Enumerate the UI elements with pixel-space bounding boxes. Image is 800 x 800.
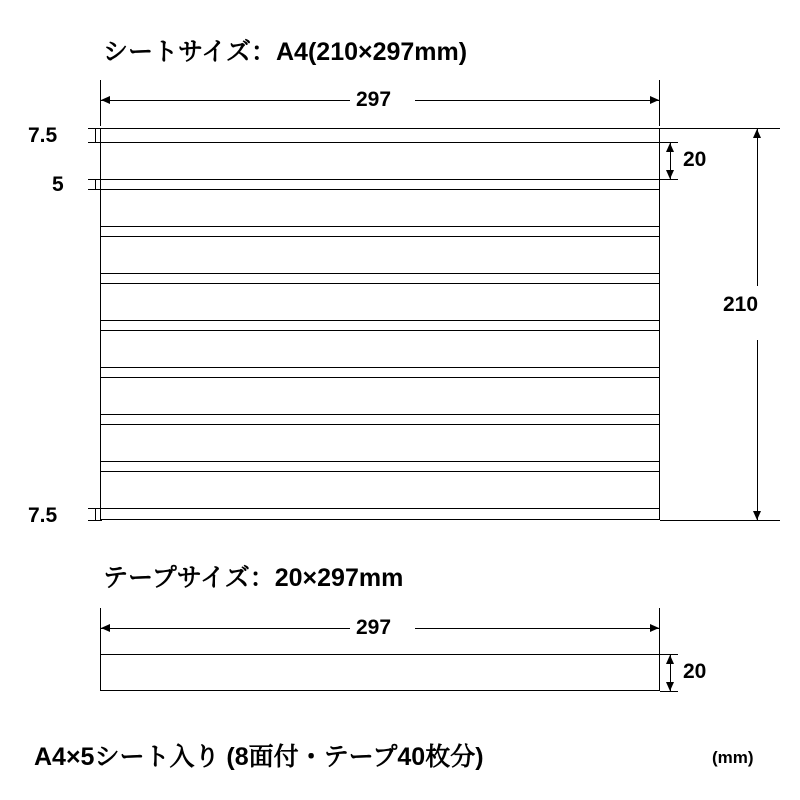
unit-note: (mm) bbox=[712, 748, 754, 767]
sheet-strip-line bbox=[100, 414, 660, 415]
tape-width-arrow-right-icon bbox=[650, 624, 659, 632]
sheet-height-ext-line-top bbox=[660, 128, 780, 129]
sheet-strip-line bbox=[100, 273, 660, 274]
tape-width-label: 297 bbox=[356, 616, 392, 639]
sheet-bottom-margin-tick-lower bbox=[88, 520, 102, 521]
sheet-width-dim-line-left bbox=[100, 100, 350, 101]
sheet-height-dim-line-lower bbox=[757, 340, 758, 520]
sheet-height-ext-line-bottom bbox=[660, 520, 780, 521]
sheet-strip-line bbox=[100, 367, 660, 368]
sheet-strip-line bbox=[100, 508, 660, 509]
sheet-strip-height-arrow-down-icon bbox=[666, 170, 674, 179]
sheet-strip-line bbox=[100, 142, 660, 143]
sheet-strip-line bbox=[100, 226, 660, 227]
sheet-width-arrow-right-icon bbox=[650, 96, 659, 104]
sheet-strip-height-label: 20 bbox=[683, 148, 707, 171]
tape-width-dim-line-left bbox=[100, 628, 350, 629]
sheet-strip-line bbox=[100, 320, 660, 321]
sheet-width-arrow-left-icon bbox=[101, 96, 110, 104]
tape-width-arrow-left-icon bbox=[101, 624, 110, 632]
sheet-strip-line bbox=[100, 471, 660, 472]
sheet-width-dim-line-right bbox=[415, 100, 659, 101]
tape-height-arrow-up-icon bbox=[666, 655, 674, 664]
sheet-strip-line bbox=[100, 179, 660, 180]
footer-note: A4×5シート入り (8面付・テープ40枚分) bbox=[34, 743, 484, 771]
tape-size-title: テープサイズ：20×297mm bbox=[103, 564, 404, 592]
sheet-height-label: 210 bbox=[723, 293, 759, 316]
tape-height-tick-lower bbox=[660, 691, 678, 692]
sheet-strip-line bbox=[100, 189, 660, 190]
sheet-height-arrow-down-icon bbox=[753, 511, 761, 520]
tape-outline bbox=[100, 654, 660, 691]
sheet-height-arrow-up-icon bbox=[753, 129, 761, 138]
sheet-size-title: シートサイズ：A4(210×297mm) bbox=[103, 38, 468, 66]
sheet-strip-line bbox=[100, 424, 660, 425]
tape-width-ext-line-right bbox=[659, 608, 660, 654]
sheet-strip-line bbox=[100, 377, 660, 378]
sheet-top-margin-tick-lower bbox=[88, 142, 102, 143]
sheet-gap-dim-line bbox=[95, 179, 96, 189]
sheet-top-margin-label: 7.5 bbox=[28, 124, 58, 147]
sheet-strip-line bbox=[100, 330, 660, 331]
sheet-bottom-margin-label: 7.5 bbox=[28, 504, 58, 527]
tape-width-dim-line-right bbox=[415, 628, 659, 629]
sheet-gap-label: 5 bbox=[52, 173, 64, 196]
tape-height-label: 20 bbox=[683, 660, 707, 683]
sheet-height-dim-line-upper bbox=[757, 128, 758, 286]
sheet-strip-line bbox=[100, 283, 660, 284]
sheet-strip-line bbox=[100, 236, 660, 237]
sheet-strip-height-tick-lower bbox=[660, 179, 678, 180]
sheet-strip-height-arrow-up-icon bbox=[666, 143, 674, 152]
sheet-strip-line bbox=[100, 461, 660, 462]
sheet-width-ext-line-right bbox=[659, 80, 660, 126]
tape-height-arrow-down-icon bbox=[666, 682, 674, 691]
sheet-bottom-margin-dim-line bbox=[95, 508, 96, 520]
sheet-gap-tick-lower bbox=[88, 189, 102, 190]
sheet-top-margin-dim-line bbox=[95, 128, 96, 142]
sheet-width-label: 297 bbox=[356, 88, 392, 111]
